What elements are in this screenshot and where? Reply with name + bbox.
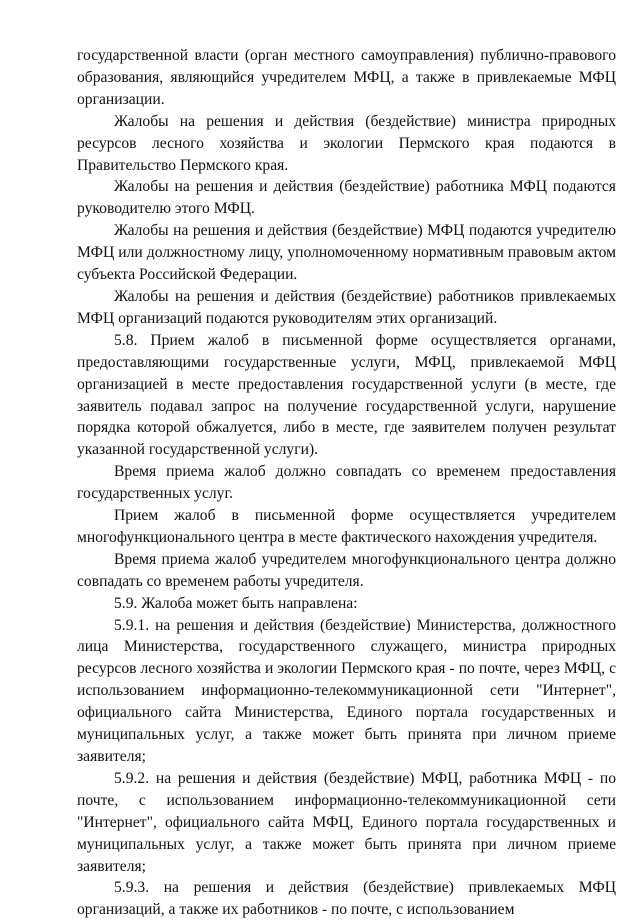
paragraph-1: государственной власти (орган местного самоуправления) публично-правового образования, являющийся учредителем МФЦ, а также в привлекаемые МФЦ организации. — [77, 47, 616, 108]
paragraph-8: Прием жалоб в письменной форме осуществляется учредителем многофункционального центра в месте фактического нахождения учредителя. — [77, 507, 616, 546]
paragraph-4: Жалобы на решения и действия (бездействие) МФЦ подаются учредителю МФЦ или должностному лицу, уполномоченному нормативным правовым актом субъекта Российской Федерации. — [77, 222, 616, 284]
document-page — [77, 45, 616, 921]
paragraph-9: Время приема жалоб учредителем многофункционального центра должно совпадать со временем работы учредителя. — [77, 550, 616, 590]
paragraph-5-9: 5.9. Жалоба может быть направлена: — [114, 594, 358, 612]
paragraph-5-8: 5.8. Прием жалоб в письменной форме осуществляется органами, предоставляющими государственные услуги, МФЦ, привлекаемой МФЦ организацией в месте предоставления государственной услуги (в месте, где заявитель подавал запрос на получение государственной услуги, нарушение порядка которой обжалуется, либо в месте, где заявителем получен результат указанной государственной услуги). — [77, 331, 616, 459]
paragraph-5-9-1: 5.9.1. на решения и действия (бездействие) Министерства, должностного лица Министерства, государственного служащего, министра природных ресурсов лесного хозяйства и экологии Пермского края - по почте, через МФЦ, с использованием информационно-телекоммуникационной сети "Интернет", официального сайта Министерства, Единого портала государственных и муниципальных услуг, а также может быть принята при личном приеме заявителя; — [77, 616, 616, 765]
paragraph-5: Жалобы на решения и действия (бездействие) работников привлекаемых МФЦ организаций подаются руководителям этих организаций. — [77, 287, 616, 327]
paragraph-7: Время приема жалоб должно совпадать со временем предоставления государственных услуг. — [77, 463, 616, 503]
paragraph-3: Жалобы на решения и действия (бездействие) работника МФЦ подаются руководителю этого МФЦ. — [77, 178, 616, 218]
paragraph-5-9-2: 5.9.2. на решения и действия (бездействие) МФЦ, работника МФЦ - по почте, с использованием информационно-телекоммуникационной сети "Интернет", официального сайта МФЦ, Единого портала государственных и муниципальных услуг, а также может быть принята при личном приеме заявителя; — [77, 769, 616, 875]
paragraph-5-9-3: 5.9.3. на решения и действия (бездействие) привлекаемых МФЦ организаций, а также их работников - по почте, с использованием — [77, 879, 616, 919]
paragraph-2: Жалобы на решения и действия (бездействие) министра природных ресурсов лесного хозяйства и экологии Пермского края подаются в Правительство Пермского края. — [77, 112, 616, 174]
